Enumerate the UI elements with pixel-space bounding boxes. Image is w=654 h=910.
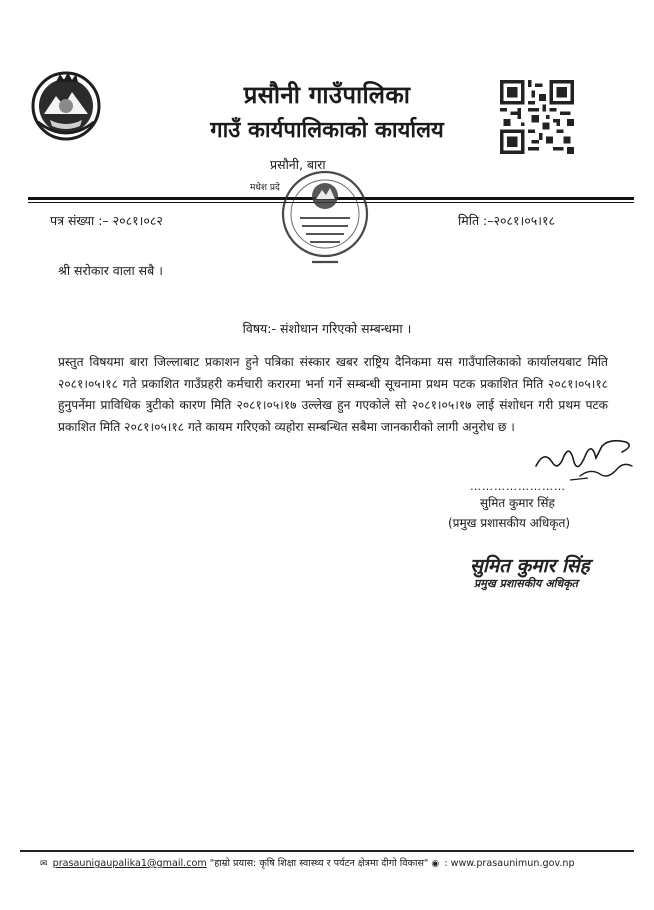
- footer: [40, 856, 575, 869]
- letter-date: मिति :–२०८१।०५।१८: [458, 213, 555, 228]
- footer-website[interactable]: : www.prasaunimun.gov.np: [444, 858, 575, 869]
- footer-divider: [20, 850, 634, 852]
- signatory-name: सुमित कुमार सिंह: [480, 496, 555, 510]
- province-text: मधेश प्रदे: [250, 183, 280, 193]
- office-subtitle: गाउँ कार्यपालिकाको कार्यालय: [210, 118, 444, 143]
- qr-code-icon: [500, 80, 574, 154]
- letter-body: प्रस्तुत विषयमा बारा जिल्लाबाट प्रकाशन हुने पत्रिका संस्कार खबर राष्ट्रिय दैनिकमा यस गाउँपालिकाको कार्यालयबाट मिति २०८१।०५।१८ गते प्रकाशित गाउँप्रहरी कर्मचारी करारमा भर्ना गर्ने सम्बन्धी सूचनामा प्रथम पटक प्रकाशित मिति २०८१।०५।१८ हुनुपर्नेमा प्राविधिक त्रुटीको कारण मिति २०८१।०५।१७ उल्लेख हुन गएकोले सो २०८१।०५।१७ लाई संशोधन गरी प्रथम पटक प्रकाशित मिति २०८१।०५।१८ गते कायम गरिएको व्यहोरा सम्बन्धित सबैमा जानकारीको लागी अनुरोध छ ।: [58, 355, 608, 434]
- globe-icon: ◉: [431, 859, 440, 869]
- footer-slogan: "हाम्रो प्रयास: कृषि शिक्षा स्वास्थ्य र पर्यटन क्षेत्रमा दीगो विकास": [209, 858, 429, 869]
- office-title: प्रसौनी गाउँपालिका: [243, 81, 411, 109]
- addressee: श्री सरोकार वाला सबै ।: [58, 263, 163, 278]
- reference-number: पत्र संख्या :– २०८१।०८२: [50, 213, 163, 228]
- envelope-icon: ✉: [40, 859, 48, 869]
- signature-dots: ……………………: [470, 480, 566, 493]
- subject-line: विषय:- संशोधान गरिएको सम्बन्धमा ।: [242, 321, 412, 336]
- office-address: प्रसौनी, बारा: [270, 157, 326, 172]
- role-stamp: प्रमुख प्रशासकीय अधिकृत: [474, 577, 578, 590]
- signatory-role: (प्रमुख प्रशासकीय अधिकृत): [448, 516, 571, 530]
- footer-email[interactable]: prasaunigaupalika1@gmail.com: [52, 858, 207, 869]
- office-seal-icon: [270, 166, 380, 278]
- name-stamp: सुमित कुमार सिंह: [470, 555, 590, 577]
